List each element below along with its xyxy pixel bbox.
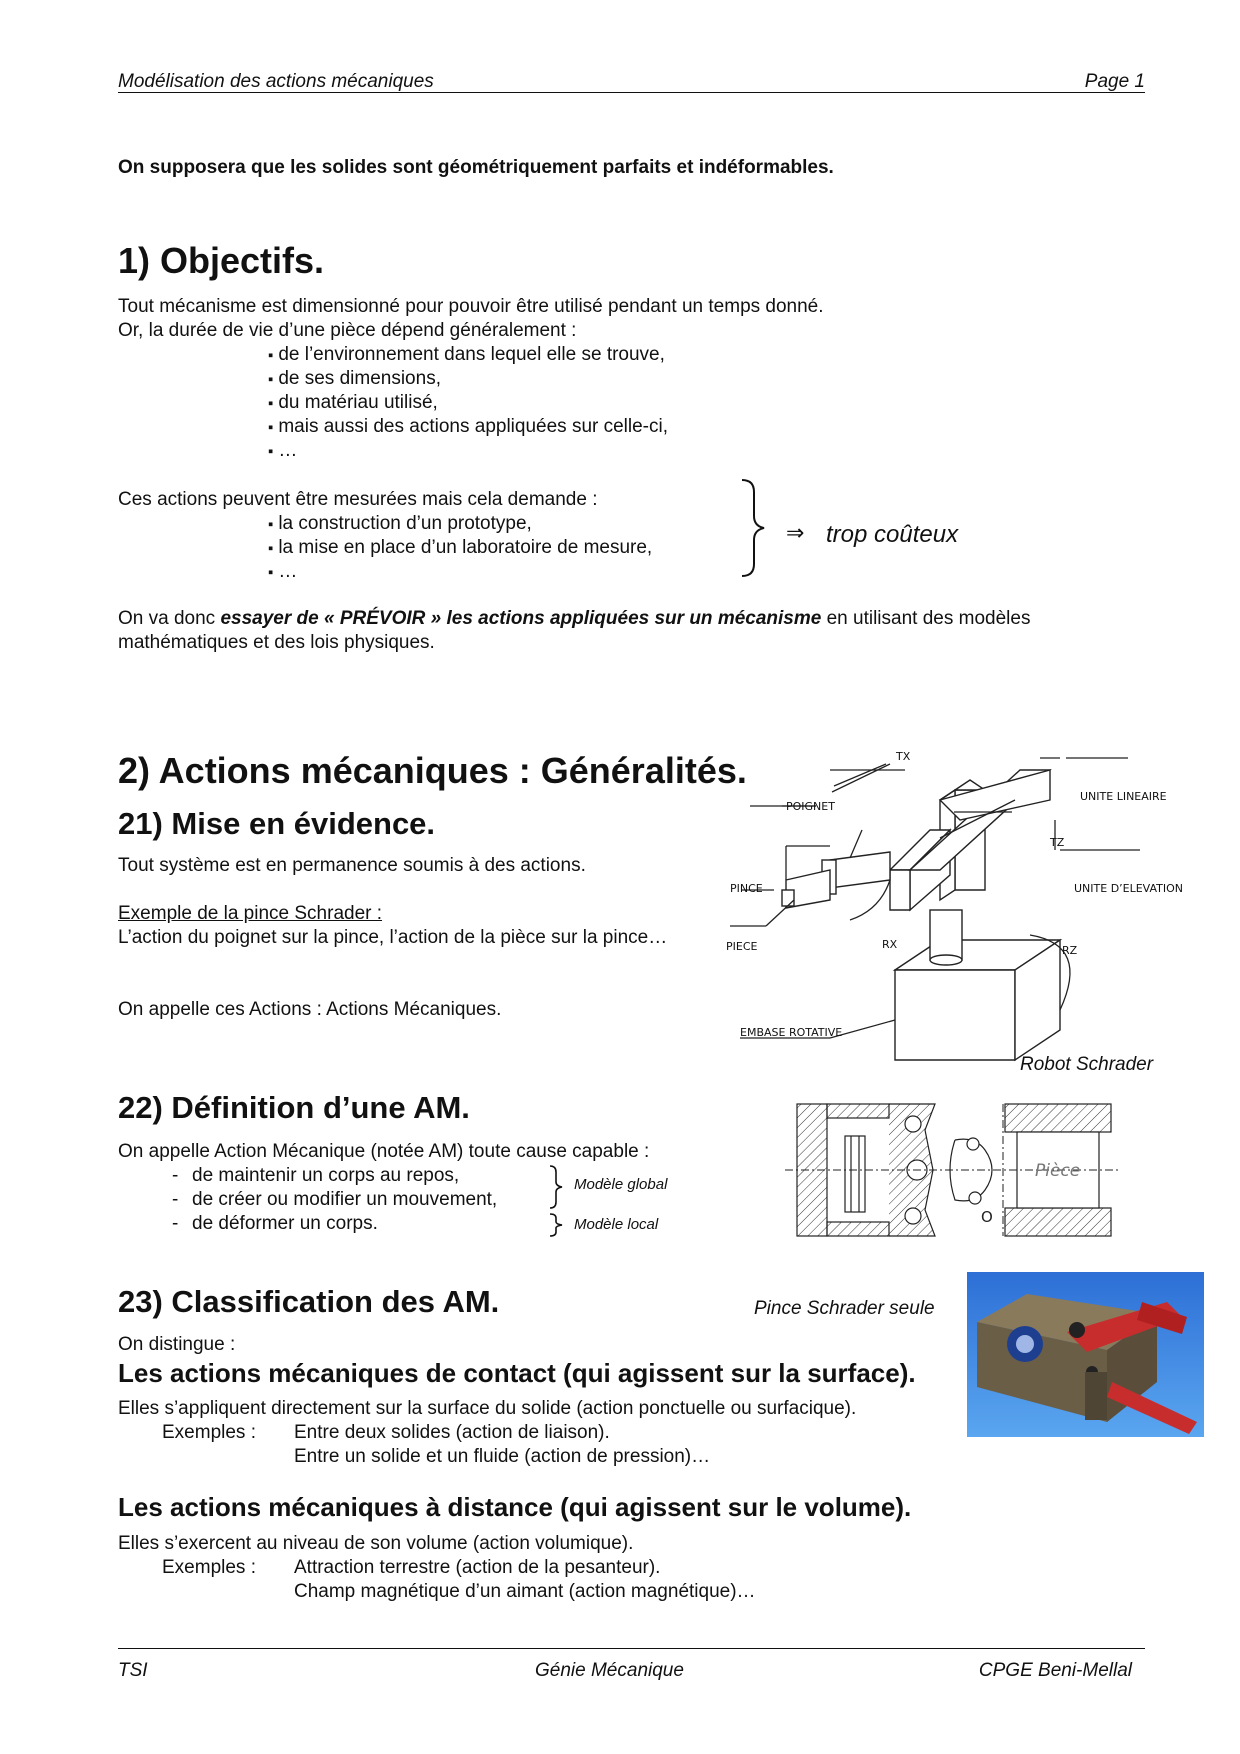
header-rule: [118, 92, 1145, 93]
list-item: - de créer ou modifier un mouvement,: [172, 1188, 497, 1212]
list-item: - de maintenir un corps au repos,: [172, 1164, 459, 1188]
contact-actions-heading: Les actions mécaniques de contact (qui agissent sur la surface).: [118, 1358, 916, 1388]
label-unite-lineaire: UNITE LINEAIRE: [1080, 790, 1167, 803]
pince-schrader-photo: [967, 1272, 1204, 1437]
pince-section-drawing: [785, 1100, 1120, 1242]
robot-caption: Robot Schrader: [1020, 1054, 1154, 1075]
section-2-title: 2) Actions mécaniques : Généralités.: [118, 750, 747, 791]
examples-label: Exemples :: [162, 1422, 256, 1443]
modele-local-label: Modèle local: [574, 1216, 659, 1233]
robot-schrader-diagram: [726, 750, 1190, 1075]
page-number: Page 1: [1084, 71, 1145, 92]
footer-center: Génie Mécanique: [535, 1660, 684, 1681]
s21-paragraph-1: Tout système est en permanence soumis à des actions.: [118, 855, 586, 876]
header-title: Modélisation des actions mécaniques: [118, 71, 434, 92]
label-unite-elevation: UNITE D’ELEVATION: [1074, 882, 1184, 895]
footer-left: TSI: [118, 1660, 148, 1681]
s1-paragraph-4-cont: mathématiques et des lois physiques.: [118, 632, 435, 653]
s21-example-heading: Exemple de la pince Schrader :: [118, 903, 383, 924]
curly-brace-icon: [738, 478, 768, 578]
point-o-label: O: [981, 1208, 993, 1226]
curly-brace-icon: [548, 1212, 568, 1238]
bullet-item: ▪ du matériau utilisé,: [268, 391, 438, 416]
bullet-item: ▪ …: [268, 560, 297, 585]
s1-paragraph-1: Tout mécanisme est dimensionné pour pouvoir être utilisé pendant un temps donné.: [118, 296, 824, 317]
footer-right: CPGE Beni-Mellal: [978, 1660, 1132, 1681]
bullet-item: ▪ la mise en place d’un laboratoire de mesure,: [268, 536, 652, 561]
s1-paragraph-4: On va donc essayer de « PRÉVOIR » les actions appliquées sur un mécanisme en utilisant des modèles: [118, 608, 1031, 629]
section-23-title: 23) Classification des AM.: [118, 1284, 500, 1319]
piece-label: Pièce: [1035, 1161, 1081, 1181]
section-22-title: 22) Définition d’une AM.: [118, 1090, 470, 1125]
s22-paragraph-1: On appelle Action Mécanique (notée AM) toute cause capable :: [118, 1141, 650, 1162]
label-embase: EMBASE ROTATIVE: [740, 1026, 843, 1039]
label-piece: PIECE: [726, 940, 758, 953]
examples-label: Exemples :: [162, 1557, 256, 1578]
s1-paragraph-2: Or, la durée de vie d’une pièce dépend généralement :: [118, 320, 577, 341]
curly-brace-icon: [548, 1164, 568, 1210]
photo-caption: Pince Schrader seule: [754, 1298, 935, 1319]
s21-paragraph-2: L’action du poignet sur la pince, l’action de la pièce sur la pince…: [118, 927, 668, 948]
footer-rule: [118, 1648, 1145, 1649]
label-rz: RZ: [1062, 944, 1078, 957]
costly-label: trop coûteux: [826, 521, 959, 548]
intro-statement: On supposera que les solides sont géométriquement parfaits et indéformables.: [118, 157, 834, 178]
label-pince: PINCE: [730, 882, 763, 895]
contact-actions-paragraph: Elles s’appliquent directement sur la surface du solide (action ponctuelle ou surfacique).: [118, 1398, 857, 1419]
bullet-item: ▪ la construction d’un prototype,: [268, 512, 532, 537]
s21-paragraph-3: On appelle ces Actions : Actions Mécaniques.: [118, 999, 502, 1020]
bullet-item: ▪ de l’environnement dans lequel elle se trouve,: [268, 343, 665, 368]
distance-actions-paragraph: Elles s’exercent au niveau de son volume (action volumique).: [118, 1533, 634, 1554]
modele-global-label: Modèle global: [574, 1176, 668, 1193]
implies-arrow-icon: ⇒: [786, 520, 805, 545]
contact-example: Entre deux solides (action de liaison).: [294, 1422, 610, 1443]
contact-example: Entre un solide et un fluide (action de pression)…: [294, 1446, 711, 1467]
section-1-title: 1) Objectifs.: [118, 240, 325, 281]
bullet-item: ▪ mais aussi des actions appliquées sur celle-ci,: [268, 415, 668, 440]
label-tz: TZ: [1050, 836, 1065, 849]
distance-actions-heading: Les actions mécaniques à distance (qui agissent sur le volume).: [118, 1492, 912, 1522]
bullet-item: ▪ …: [268, 439, 297, 464]
label-rx: RX: [882, 938, 898, 951]
list-item: - de déformer un corps.: [172, 1212, 378, 1236]
distance-example: Attraction terrestre (action de la pesanteur).: [294, 1557, 661, 1578]
s23-paragraph-1: On distingue :: [118, 1334, 236, 1355]
bullet-item: ▪ de ses dimensions,: [268, 367, 441, 392]
label-poignet: POIGNET: [786, 800, 835, 813]
label-tx: TX: [896, 750, 911, 763]
s1-paragraph-3: Ces actions peuvent être mesurées mais cela demande :: [118, 489, 598, 510]
section-21-title: 21) Mise en évidence.: [118, 806, 436, 841]
distance-example: Champ magnétique d’un aimant (action magnétique)…: [294, 1581, 756, 1602]
